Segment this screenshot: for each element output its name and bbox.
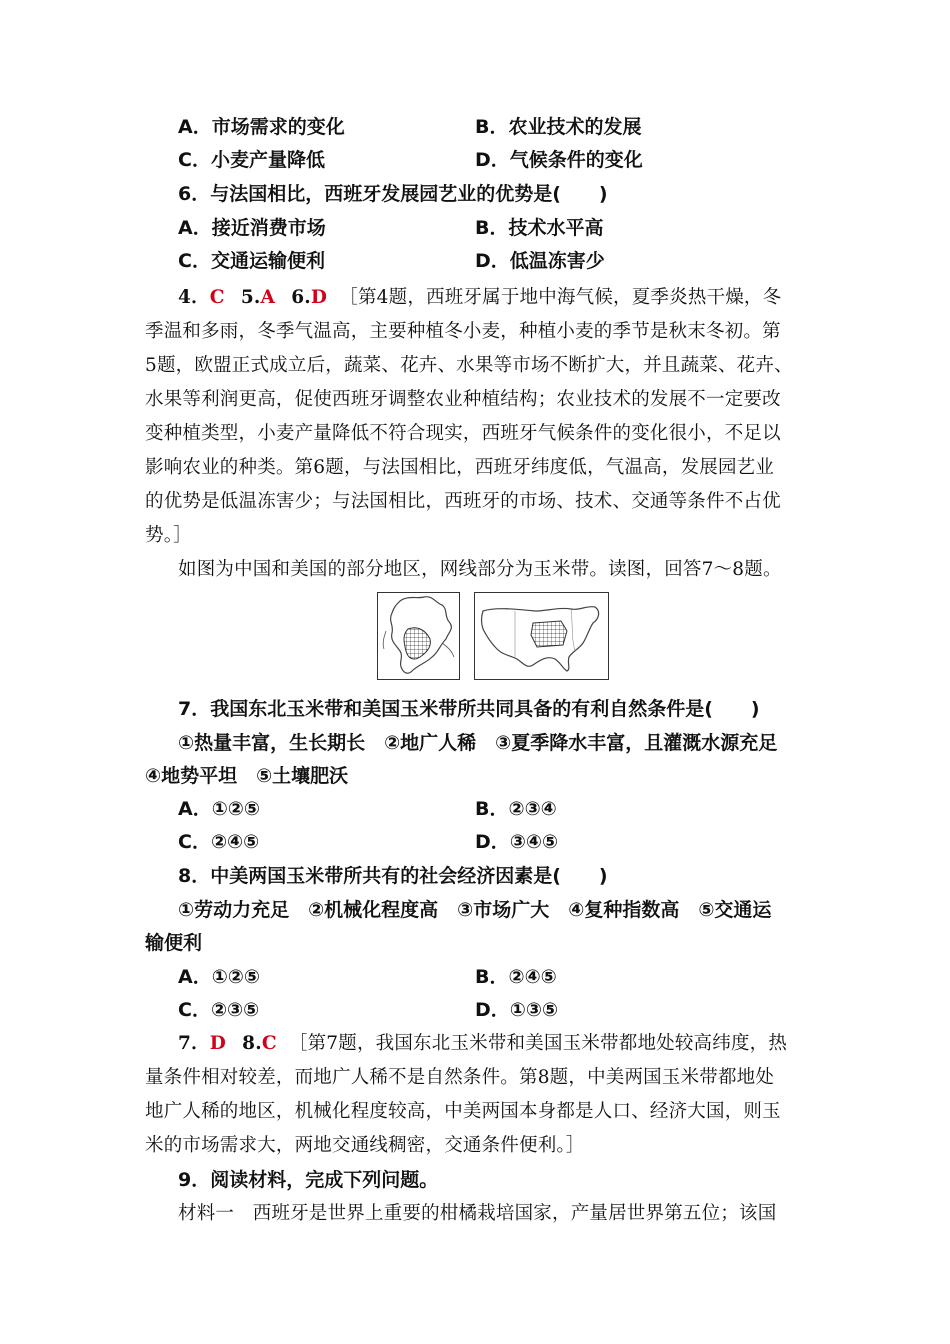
answer-4-6-explanation-line: 的优势是低温冻害少；与法国相比，西班牙的市场、技术、交通等条件不占优 [145,491,781,512]
answer-5-number: 5. [240,287,261,308]
answer-7-letter: D [209,1033,227,1054]
answer-7-8-explanation-line: ［第7题，我国东北玉米带和美国玉米带都地处较高纬度，热 [288,1033,788,1054]
answer-4-6-explanation-line: 水果等利润更高，促使西班牙调整农业种植结构；农业技术的发展不一定要改 [145,389,781,410]
q8-items-continued: 输便利 [145,932,203,954]
answer-6-letter: D [310,287,328,308]
answer-7-8-explanation-line: 量条件相对较差，而地广人稀不是自然条件。第8题，中美两国玉米带都地处 [145,1067,775,1088]
answer-4-6-first-line [178,286,781,310]
questions-7-8-intro: 如图为中国和美国的部分地区，网线部分为玉米带。读图，回答7～8题。 [178,559,782,580]
answer-4-number: 4． [178,287,210,308]
answer-7-number: 7． [178,1033,210,1054]
answer-7-8-explanation-line: 米的市场需求大，两地交通线稠密，交通条件便利。］ [145,1135,585,1156]
q9-stem: 9．阅读材料，完成下列问题。 [178,1169,439,1191]
answer-4-letter: C [209,287,225,308]
answer-8-number: 8. [242,1033,262,1054]
q8-option-c[interactable]: C．②③⑤ [178,999,260,1021]
q7-items: ①热量丰富，生长期长 ②地广人稀 ③夏季降水丰富，且灌溉水源充足 [178,732,778,754]
answer-8-letter: C [261,1033,277,1054]
q6-option-c[interactable]: C．交通运输便利 [178,250,325,272]
q8-option-b[interactable]: B．②④⑤ [475,966,557,988]
answer-4-6-explanation-line: ［第4题，西班牙属于地中海气候，夏季炎热干燥，冬 [339,287,782,308]
q9-material-one: 材料一 西班牙是世界上重要的柑橘栽培国家，产量居世界第五位；该国 [178,1203,777,1224]
q6-option-b[interactable]: B．技术水平高 [475,217,604,239]
q6-stem: 6．与法国相比，西班牙发展园艺业的优势是( ) [178,183,608,205]
q7-items-continued: ④地势平坦 ⑤土壤肥沃 [145,765,349,787]
answer-4-6-explanation-line: 势。］ [145,525,192,546]
answer-6-number: 6. [291,287,311,308]
usa-corn-belt-map-graphic [475,593,608,679]
q8-stem: 8．中美两国玉米带所共有的社会经济因素是( ) [178,865,608,887]
answer-4-6-explanation-line: 影响农业的种类。第6题，与法国相比，西班牙纬度低，气温高，发展园艺业 [145,457,775,478]
q7-option-c[interactable]: C．②④⑤ [178,831,260,853]
q7-stem: 7．我国东北玉米带和美国玉米带所共同具备的有利自然条件是( ) [178,698,760,720]
usa-map [474,592,609,680]
answer-4-6-explanation-line: 季温和多雨，冬季气温高，主要种植冬小麦，种植小麦的季节是秋末冬初。第 [145,321,781,342]
china-corn-belt-map-graphic [378,593,459,679]
answer-5-letter: A [260,287,276,308]
answer-7-8-first-line [178,1032,787,1056]
china-northeast-map [377,592,460,680]
answer-4-6-explanation-line: 变种植类型，小麦产量降低不符合现实，西班牙气候条件的变化很小，不足以 [145,423,781,444]
q5-option-d[interactable]: D．气候条件的变化 [475,149,643,171]
q7-option-d[interactable]: D．③④⑤ [475,831,559,853]
q8-option-d[interactable]: D．①③⑤ [475,999,559,1021]
q5-option-b[interactable]: B．农业技术的发展 [475,116,642,138]
answer-7-8-explanation-line: 地广人稀的地区，机械化程度较高，中美两国本身都是人口、经济大国，则玉 [145,1101,781,1122]
q5-option-a[interactable]: A．市场需求的变化 [178,116,345,138]
q6-option-a[interactable]: A．接近消费市场 [178,217,326,239]
q5-option-c[interactable]: C．小麦产量降低 [178,149,325,171]
q6-option-d[interactable]: D．低温冻害少 [475,250,605,272]
q8-option-a[interactable]: A．①②⑤ [178,966,260,988]
q8-items: ①劳动力充足 ②机械化程度高 ③市场广大 ④复种指数高 ⑤交通运 [178,899,772,921]
answer-4-6-explanation-line: 5题，欧盟正式成立后，蔬菜、花卉、水果等市场不断扩大，并且蔬菜、花卉、 [145,355,793,376]
q7-option-b[interactable]: B．②③④ [475,798,557,820]
q7-option-a[interactable]: A．①②⑤ [178,798,260,820]
